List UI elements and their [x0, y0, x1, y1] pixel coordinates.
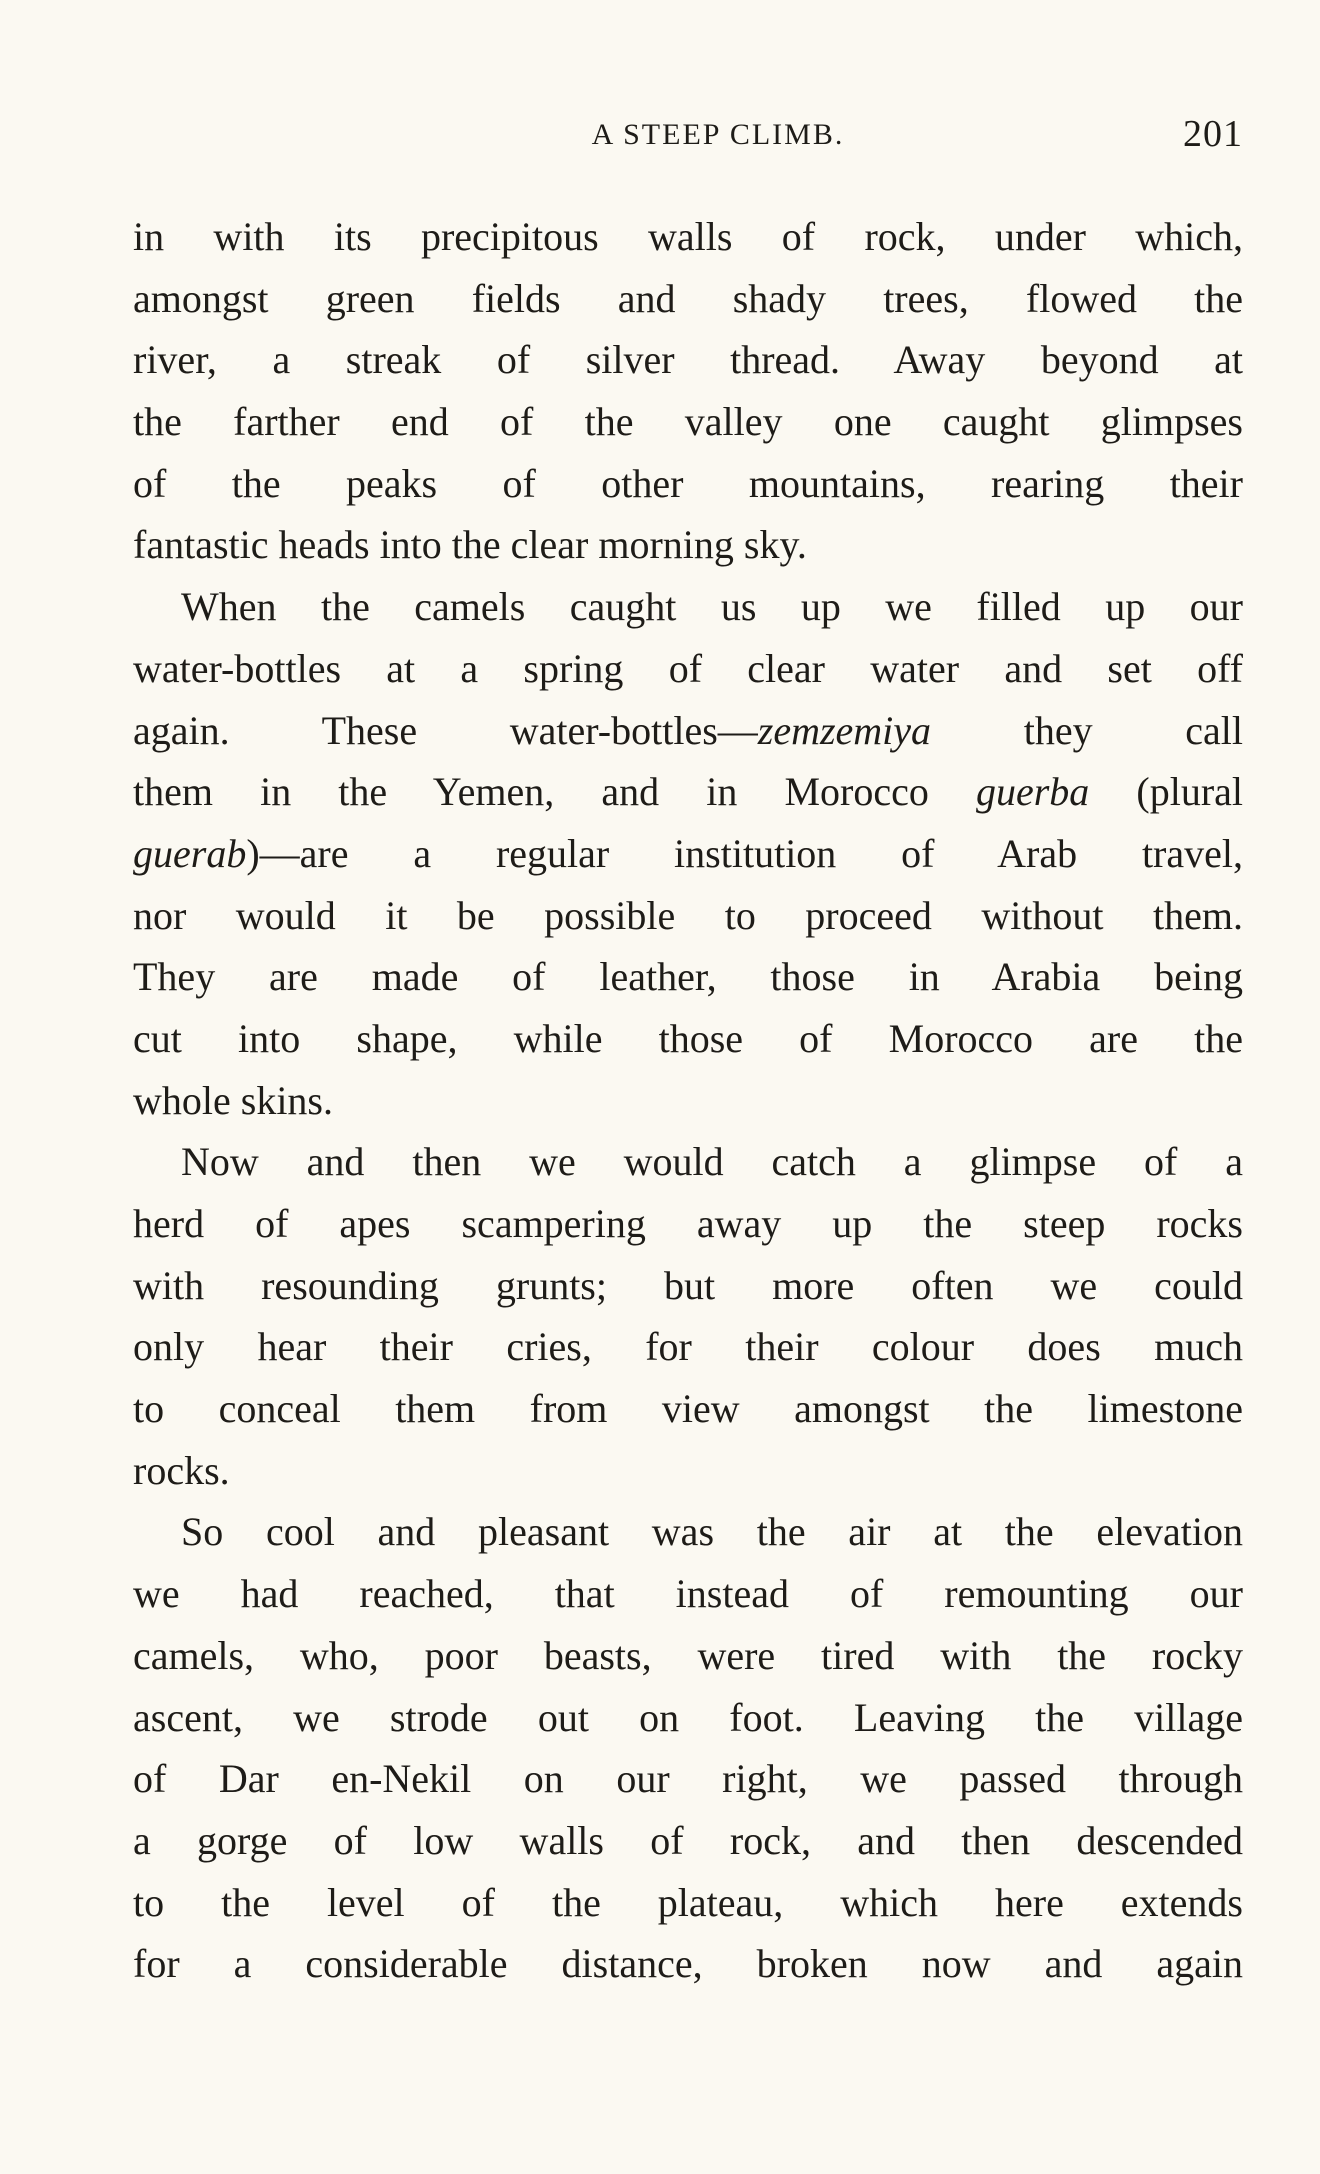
text-line [133, 1810, 1243, 1872]
line-text: ascent, we strode out on foot. Leaving the village [133, 1694, 1243, 1740]
line-text: cut into shape, while those of Morocco are the [133, 1015, 1243, 1061]
line-text: rocks. [133, 1447, 230, 1493]
line-text: When the camels caught us up we filled up our [181, 584, 1243, 630]
line-text: of the peaks of other mountains, rearing their [133, 460, 1243, 506]
text-line [133, 1070, 1243, 1132]
running-title: A STEEP CLIMB. [591, 118, 845, 151]
line-text: them in the Yemen, and in Morocco [133, 769, 976, 815]
text-line [133, 1378, 1243, 1440]
italic-term: zemzemiya [757, 707, 932, 753]
running-header [133, 113, 1243, 162]
text-line [133, 1933, 1243, 1995]
text-line [133, 1255, 1243, 1317]
line-text: in with its precipitous walls of rock, under which, [133, 214, 1243, 259]
line-text: They are made of leather, those in Arabia being [133, 954, 1243, 1000]
line-text: herd of apes scampering away up the steep rocks [133, 1201, 1243, 1246]
text-line [133, 1563, 1243, 1625]
line-text: camels, who, poor beasts, were tired with the rocky [133, 1632, 1243, 1678]
text-line [133, 514, 1243, 576]
text-line [133, 700, 1243, 762]
line-text: nor would it be possible to proceed without them. [133, 892, 1243, 938]
text-line [133, 453, 1243, 515]
italic-term: guerba [975, 769, 1090, 815]
line-text: with resounding grunts; but more often we could [133, 1262, 1243, 1308]
line-text: fantastic heads into the clear morning sky. [133, 522, 807, 568]
line-text: for a considerable distance, broken now and again [133, 1941, 1243, 1987]
text-line [133, 1748, 1243, 1810]
line-text: (plural [1089, 769, 1243, 815]
text-line [133, 1193, 1243, 1255]
text-line [133, 761, 1243, 823]
text-line [133, 1625, 1243, 1687]
text-line [133, 638, 1243, 700]
line-text: again. These water-bottles— [133, 707, 758, 753]
text-line [133, 823, 1243, 885]
text-line [133, 1440, 1243, 1502]
text-line [133, 268, 1243, 330]
text-line [133, 1687, 1243, 1749]
line-text: the farther end of the valley one caught glimpses [133, 399, 1243, 445]
line-text: we had reached, that instead of remounting our [133, 1571, 1243, 1617]
text-line [133, 391, 1243, 453]
italic-term: guerab [133, 830, 247, 876]
line-text: of Dar en-Nekil on our right, we passed through [133, 1756, 1243, 1802]
text-line [133, 885, 1243, 947]
page-number: 201 [1183, 113, 1243, 155]
text-line [133, 1501, 1243, 1563]
text-line [133, 329, 1243, 391]
line-text: Now and then we would catch a glimpse of a [181, 1139, 1243, 1185]
text-line [133, 206, 1243, 268]
text-line [133, 1872, 1243, 1934]
body-text [133, 206, 1243, 1995]
line-text: water-bottles at a spring of clear water and set off [133, 645, 1243, 691]
line-text: So cool and pleasant was the air at the elevation [181, 1509, 1243, 1555]
line-text: only hear their cries, for their colour does much [133, 1324, 1243, 1370]
text-line [133, 1008, 1243, 1070]
text-line [133, 576, 1243, 638]
line-text: amongst green fields and shady trees, flowed the [133, 275, 1243, 321]
text-line [133, 1316, 1243, 1378]
line-text: to the level of the plateau, which here extends [133, 1879, 1243, 1925]
line-text: )—are a regular institution of Arab travel, [246, 830, 1243, 876]
text-line [133, 1131, 1243, 1193]
line-text: whole skins. [133, 1077, 333, 1123]
line-text: they call [931, 707, 1243, 753]
text-line [133, 946, 1243, 1008]
line-text: to conceal them from view amongst the limestone [133, 1386, 1243, 1432]
line-text: a gorge of low walls of rock, and then descended [133, 1817, 1243, 1863]
line-text: river, a streak of silver thread. Away beyond at [133, 337, 1243, 383]
